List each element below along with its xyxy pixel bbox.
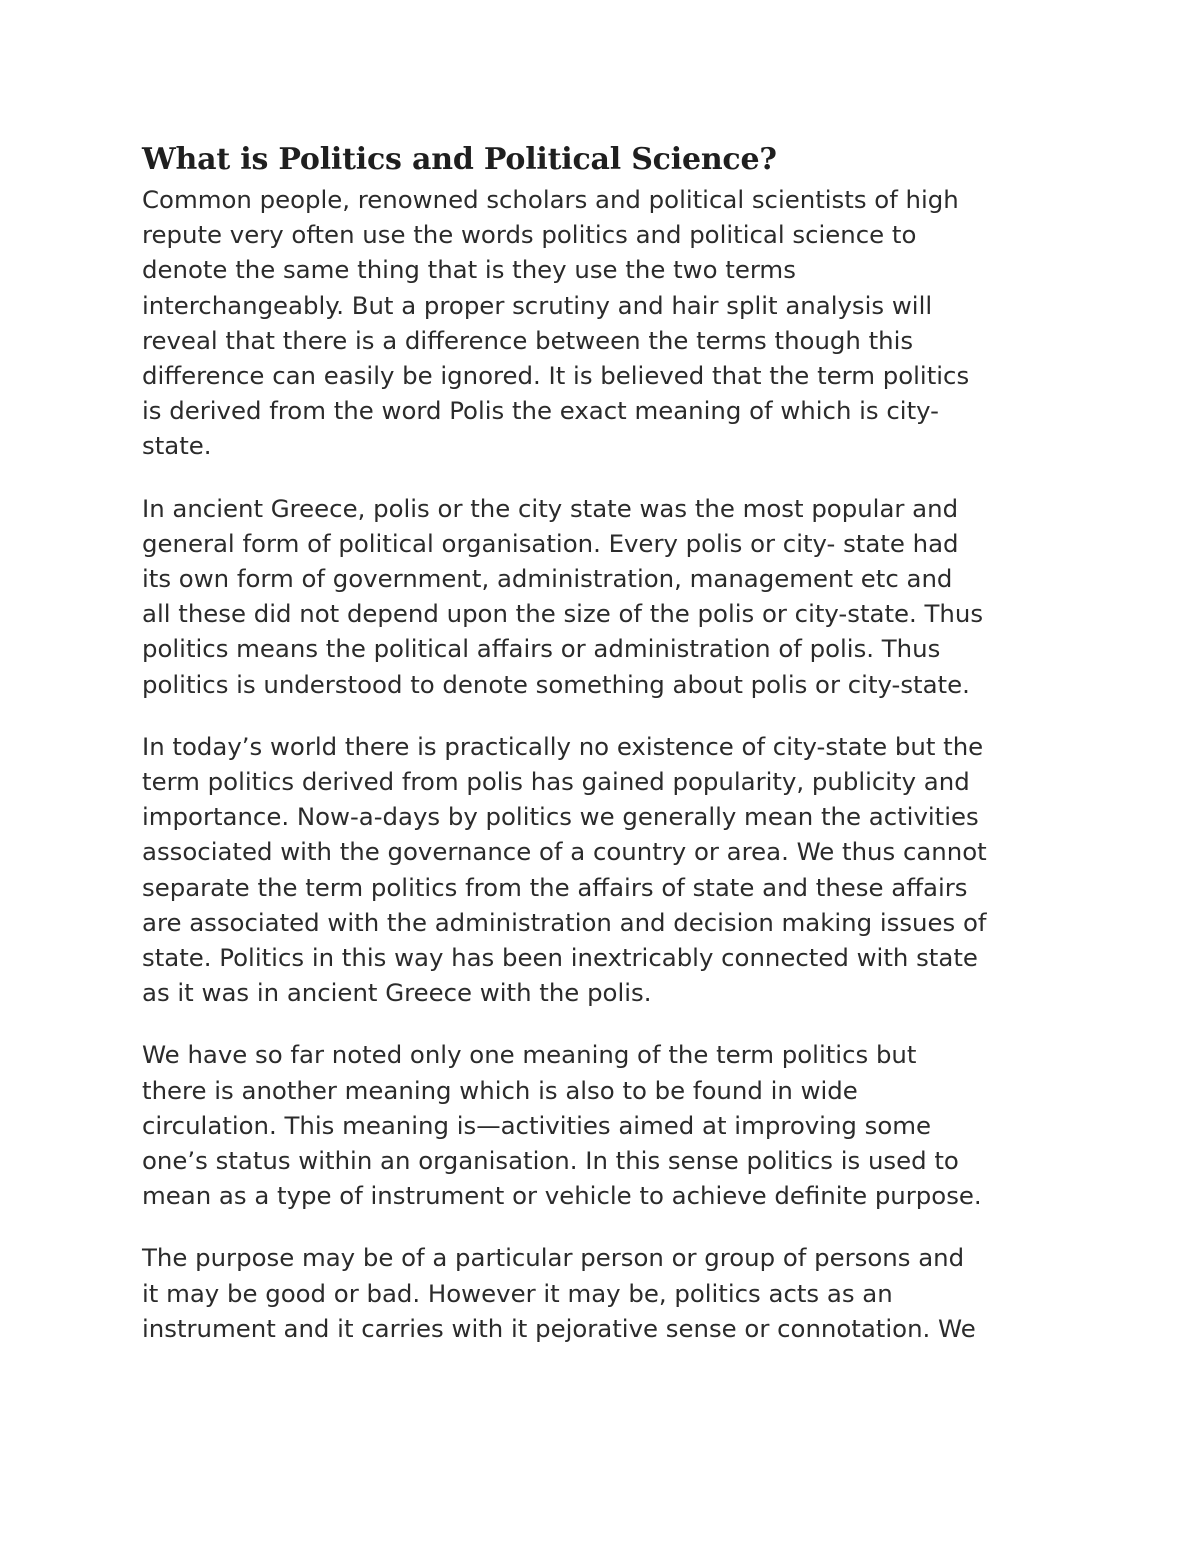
text-line: are associated with the administration and decision making issues of	[142, 907, 987, 937]
text-line: importance. Now-a-days by politics we generally mean the activities	[142, 802, 979, 832]
text-line: its own form of government, administration, management etc and	[142, 564, 953, 594]
text-line: separate the term politics from the affairs of state and these affairs	[142, 872, 968, 902]
document-body	[142, 138, 1072, 1373]
paragraph-5	[142, 1240, 1072, 1346]
text-line: instrument and it carries with it pejorative sense or connotation. We	[142, 1313, 976, 1343]
text-line: it may be good or bad. However it may be, politics acts as an	[142, 1278, 893, 1308]
text-line: denote the same thing that is they use the two terms	[142, 255, 796, 285]
text-line: state. Politics in this way has been inextricably connected with state	[142, 943, 978, 973]
text-line: general form of political organisation. Every polis or city- state had	[142, 528, 959, 558]
text-line: mean as a type of instrument or vehicle to achieve definite purpose.	[142, 1181, 982, 1211]
text-line: is derived from the word Polis the exact meaning of which is city-	[142, 396, 939, 426]
text-line: term politics derived from polis has gained popularity, publicity and	[142, 767, 970, 797]
document-title: What is Politics and Political Science?	[142, 142, 777, 177]
text-line: politics is understood to denote something about polis or city-state.	[142, 669, 970, 699]
text-line: interchangeably. But a proper scrutiny and hair split analysis will	[142, 290, 933, 320]
text-line: reveal that there is a difference between the terms though this	[142, 325, 914, 355]
text-line: difference can easily be ignored. It is believed that the term politics	[142, 361, 970, 391]
text-line: there is another meaning which is also to be found in wide	[142, 1075, 858, 1105]
text-line: circulation. This meaning is—activities aimed at improving some	[142, 1110, 932, 1140]
paragraph-4	[142, 1037, 1072, 1213]
text-line: state.	[142, 431, 212, 461]
text-line: The purpose may be of a particular person or group of persons and	[142, 1243, 965, 1273]
text-line: associated with the governance of a country or area. We thus cannot	[142, 837, 987, 867]
text-line: Common people, renowned scholars and political scientists of high	[142, 185, 959, 214]
text-line: In ancient Greece, polis or the city state was the most popular and	[142, 493, 959, 523]
text-line: In today’s world there is practically no existence of city-state but the	[142, 731, 984, 761]
text-line: one’s status within an organisation. In this sense politics is used to	[142, 1146, 959, 1176]
paragraph-1	[142, 182, 1072, 464]
text-line: as it was in ancient Greece with the polis.	[142, 978, 652, 1008]
paragraph-2	[142, 491, 1072, 702]
paragraph-3	[142, 729, 1072, 1011]
text-line: repute very often use the words politics and political science to	[142, 220, 917, 250]
text-line: all these did not depend upon the size of the polis or city-state. Thus	[142, 599, 984, 629]
text-line: politics means the political affairs or administration of polis. Thus	[142, 634, 941, 664]
text-line: We have so far noted only one meaning of the term politics but	[142, 1040, 917, 1070]
